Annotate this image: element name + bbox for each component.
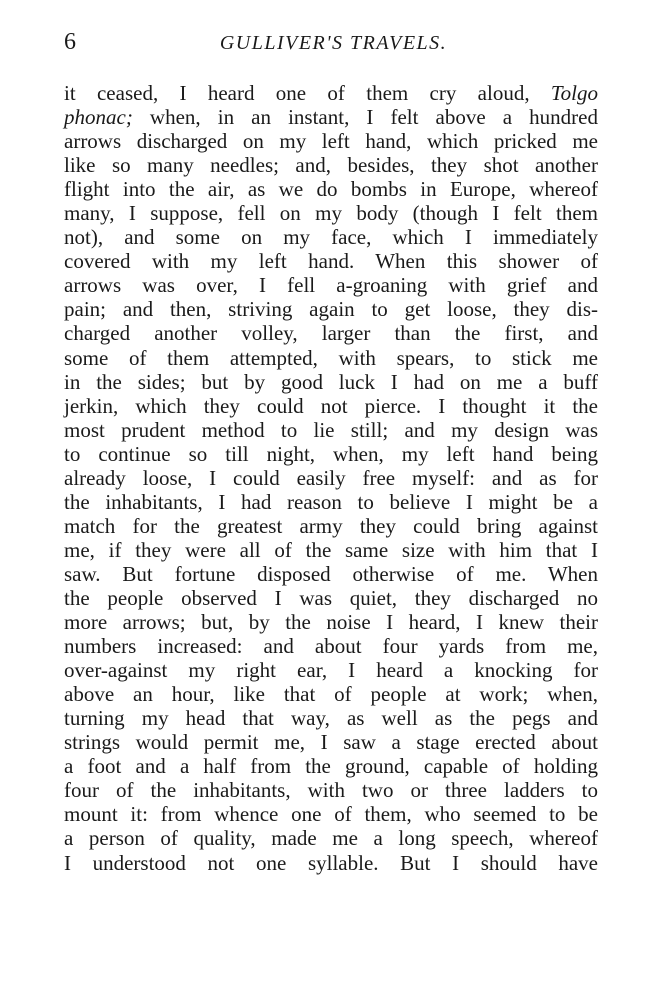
text-line bbox=[64, 346, 598, 370]
text-line bbox=[64, 273, 598, 297]
text-segment: jerkin, which they could not pierce. I thought it the bbox=[64, 393, 598, 418]
text-segment: flight into the air, as we do bombs in Europe, whereof bbox=[64, 177, 598, 202]
text-segment: a foot and a half from the ground, capable of holding bbox=[64, 754, 598, 779]
text-line bbox=[64, 706, 598, 730]
text-line bbox=[64, 634, 598, 658]
text-line bbox=[64, 658, 598, 682]
text-line bbox=[64, 153, 598, 177]
text-segment: the people observed I was quiet, they discharged no bbox=[64, 585, 598, 610]
text-segment: me, if they were all of the same size with him that I bbox=[64, 537, 598, 562]
text-line bbox=[64, 394, 598, 418]
text-line bbox=[64, 442, 598, 466]
text-segment: four of the inhabitants, with two or three ladders to bbox=[64, 778, 598, 803]
text-segment: the inhabitants, I had reason to believe I might be a bbox=[64, 489, 598, 514]
text-segment: arrows discharged on my left hand, which pricked me bbox=[64, 129, 598, 154]
running-title: GULLIVER'S TRAVELS. bbox=[219, 32, 448, 54]
text-segment: like so many needles; and, besides, they shot another bbox=[64, 153, 598, 178]
text-segment: I understood not one syllable. But I should have bbox=[64, 850, 598, 875]
text-segment: many, I suppose, fell on my body (though I felt them bbox=[64, 201, 598, 226]
text-segment: covered with my left hand. When this shower of bbox=[64, 249, 598, 274]
text-line bbox=[64, 105, 598, 129]
text-line bbox=[64, 754, 598, 778]
text-segment: when, in an instant, I felt above a hundred bbox=[132, 105, 598, 130]
text-line bbox=[64, 225, 598, 249]
text-segment: a person of quality, made me a long speech, whereof bbox=[64, 826, 598, 851]
italic-phrase: phonac; bbox=[64, 105, 133, 130]
text-segment: pain; and then, striving again to get loose, they dis- bbox=[64, 297, 598, 322]
body-text bbox=[64, 81, 598, 875]
text-line bbox=[64, 490, 598, 514]
text-line bbox=[64, 321, 598, 345]
text-segment: most prudent method to lie still; and my design was bbox=[64, 417, 598, 442]
text-line bbox=[64, 129, 598, 153]
text-segment: turning my head that way, as well as the pegs and bbox=[64, 706, 598, 731]
text-segment: match for the greatest army they could bring against bbox=[64, 513, 598, 538]
text-segment: not), and some on my face, which I immediately bbox=[64, 225, 598, 250]
text-segment: over-against my right ear, I heard a knocking for bbox=[64, 658, 598, 683]
text-line bbox=[64, 370, 598, 394]
text-line bbox=[64, 610, 598, 634]
text-line bbox=[64, 538, 598, 562]
page-number: 6 bbox=[64, 29, 76, 55]
text-line bbox=[64, 730, 598, 754]
text-line bbox=[64, 466, 598, 490]
text-segment: arrows was over, I fell a-groaning with grief and bbox=[64, 273, 598, 298]
text-segment: in the sides; but by good luck I had on me a buff bbox=[64, 369, 598, 394]
text-line bbox=[64, 297, 598, 321]
text-line bbox=[64, 201, 598, 225]
text-line bbox=[64, 418, 598, 442]
text-segment: more arrows; but, by the noise I heard, I knew their bbox=[64, 610, 598, 635]
text-line bbox=[64, 177, 598, 201]
text-segment: already loose, I could easily free myself: and as for bbox=[64, 465, 598, 490]
text-segment: mount it: from whence one of them, who seemed to be bbox=[64, 802, 598, 827]
italic-phrase: Tolgo bbox=[550, 81, 598, 105]
text-line bbox=[64, 778, 598, 802]
text-line bbox=[64, 514, 598, 538]
text-segment: numbers increased: and about four yards from me, bbox=[64, 634, 598, 659]
text-segment: saw. But fortune disposed otherwise of me. When bbox=[64, 561, 598, 586]
text-line bbox=[64, 682, 598, 706]
text-segment: above an hour, like that of people at work; when, bbox=[64, 682, 598, 707]
text-segment: some of them attempted, with spears, to stick me bbox=[64, 345, 598, 370]
text-segment: to continue so till night, when, my left hand being bbox=[64, 441, 598, 466]
text-line bbox=[64, 851, 598, 875]
text-line bbox=[64, 586, 598, 610]
text-line bbox=[64, 802, 598, 826]
text-line bbox=[64, 826, 598, 850]
text-segment: strings would permit me, I saw a stage erected about bbox=[64, 730, 598, 755]
text-line bbox=[64, 562, 598, 586]
text-segment: charged another volley, larger than the first, and bbox=[64, 321, 598, 346]
text-line bbox=[64, 81, 598, 105]
text-line bbox=[64, 249, 598, 273]
text-segment: it ceased, I heard one of them cry aloud, bbox=[64, 81, 551, 105]
